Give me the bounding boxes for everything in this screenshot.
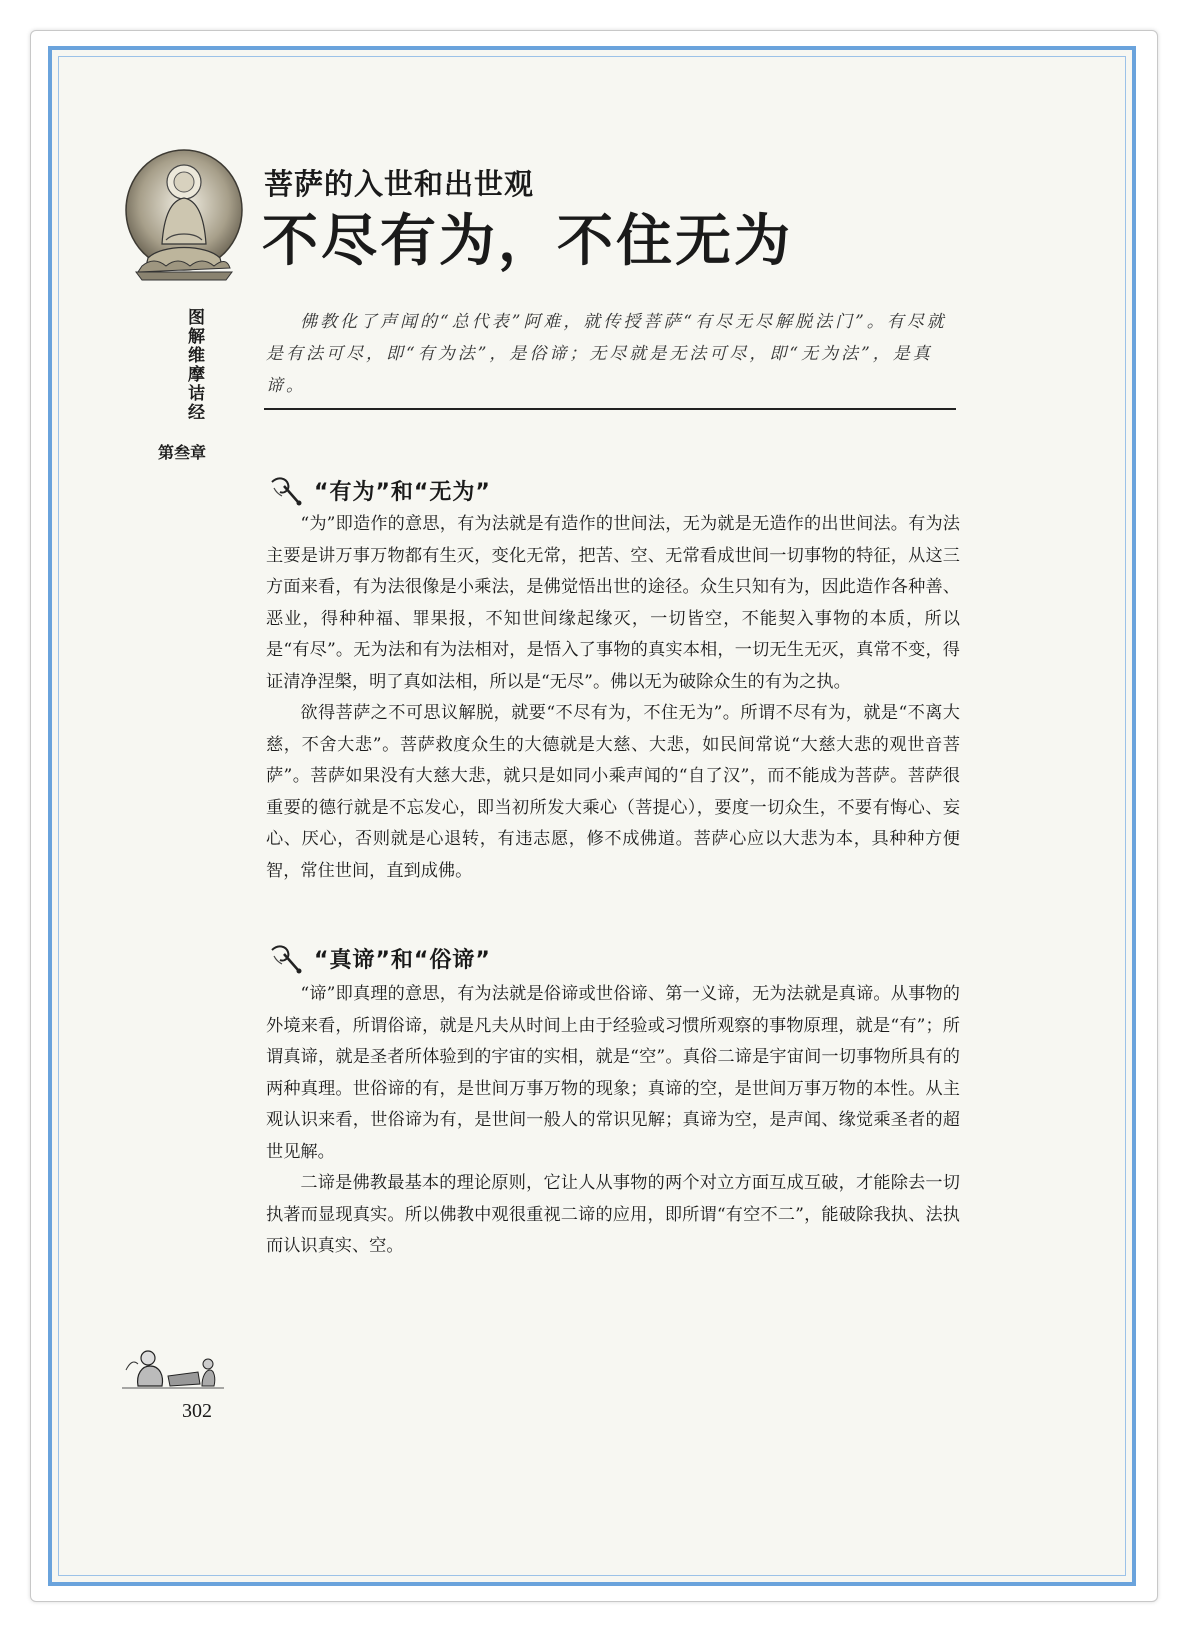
page-number: 302 — [182, 1400, 212, 1422]
section-heading-text-2: “真谛”和“俗谛” — [314, 947, 491, 973]
section-heading-text-1: “有为”和“无为” — [314, 479, 491, 505]
paragraph: 欲得菩萨之不可思议解脱，就要“不尽有为，不住无为”。所谓不尽有为，就是“不离大慈，不舍大悲”。菩萨救度众生的大德就是大慈、大悲，如民间常说“大慈大悲的观世音菩萨”。菩萨如果没有大慈大悲，就只是如同小乘声闻的“自了汉”，而不能成为菩萨。菩萨很重要的德行就是不忘发心，即当初所发大乘心（菩提心），要度一切众生，不要有悔心、妄心、厌心，否则就是心退转，有违志愿，修不成佛道。菩萨心应以大悲为本，具种种方便智，常住世间，直到成佛。 — [266, 703, 960, 881]
section-body-2 — [266, 979, 960, 1263]
page-subtitle: 菩萨的入世和出世观 — [264, 167, 535, 201]
paragraph: “为”即造作的意思，有为法就是有造作的世间法，无为就是无造作的出世间法。有为法主要是讲万事万物都有生灭，变化无常，把苦、空、无常看成世间一切事物的特征，从这三方面来看，有为法很像是小乘法，是佛觉悟出世的途径。众生只知有为，因此造作各种善、恶业，得种种福、罪果报，不知世间缘起缘灭，一切皆空，不能契入事物的本质，所以是“有尽”。无为法和有为法相对，是悟入了事物的真实本相，一切无生无灭，真常不变，得证清净涅槃，明了真如法相，所以是“无尽”。佛以无为破除众生的有为之执。 — [266, 514, 960, 692]
section-heading-1 — [268, 472, 491, 508]
section-heading-2 — [268, 940, 491, 976]
book-title-vertical: 图解维摩诘经 — [184, 308, 204, 422]
section-body-1 — [266, 509, 960, 887]
divider-rule — [264, 408, 956, 410]
chapter-label: 第叁章 — [158, 443, 207, 462]
scholar-illustration-icon — [118, 1336, 228, 1396]
brush-ornament-icon — [268, 472, 308, 508]
brush-ornament-icon — [268, 940, 308, 976]
paragraph: 二谛是佛教最基本的理论原则，它让人从事物的两个对立方面互成互破，才能除去一切执著而显现真实。所以佛教中观很重视二谛的应用，即所谓“有空不二”，能破除我执、法执而认识真实、空。 — [266, 1173, 960, 1256]
buddha-emblem-icon — [122, 148, 246, 286]
paragraph: “谛”即真理的意思，有为法就是俗谛或世俗谛、第一义谛，无为法就是真谛。从事物的外境来看，所谓俗谛，就是凡夫从时间上由于经验或习惯所观察的事物原理，就是“有”；所谓真谛，就是圣者所体验到的宇宙的实相，就是“空”。真俗二谛是宇宙间一切事物所具有的两种真理。世俗谛的有，是世间万事万物的现象；真谛的空，是世间万事万物的本性。从主观认识来看，世俗谛为有，是世间一般人的常识见解；真谛为空，是声闻、缘觉乘圣者的超世见解。 — [266, 984, 960, 1162]
page-title: 不尽有为，不住无为 — [262, 208, 793, 274]
intro-summary: 佛教化了声闻的“总代表”阿难，就传授菩萨“有尽无尽解脱法门”。有尽就是有法可尽，即“有为法”，是俗谛；无尽就是无法可尽，即“无为法”，是真谛。 — [266, 312, 947, 396]
